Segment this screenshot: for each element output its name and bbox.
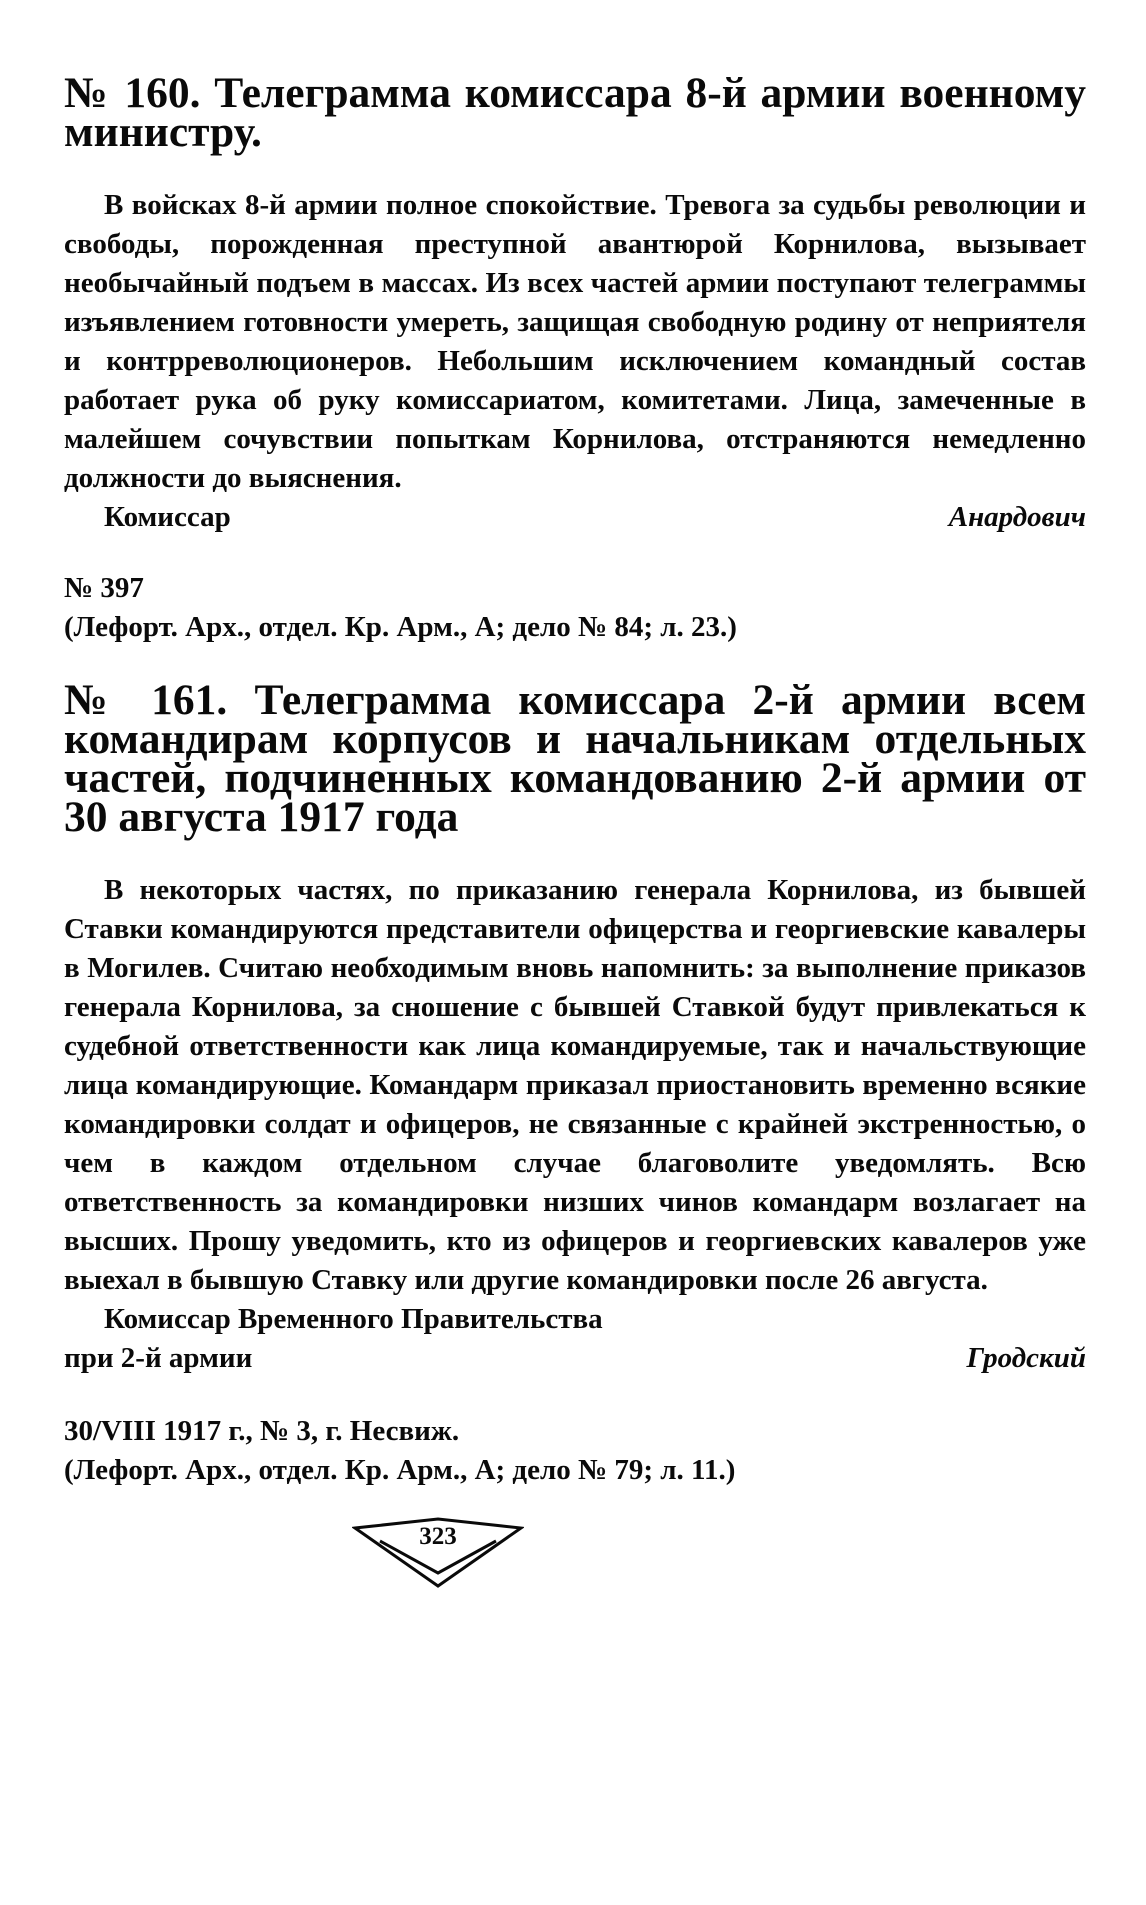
down-arrow-ornament-icon [352, 1516, 524, 1590]
doc-161-signature-row [64, 1339, 1086, 1378]
doc-161-title: № 161. Телеграмма комиссара 2-й армии всем командирам корпусов и начальникам отдельных частей, подчиненных командованию 2-й армии от 30 августа 1917 года [64, 676, 1086, 841]
doc-160-number-ref: № 397 [64, 572, 144, 604]
doc-160-signature-name: Анардович [948, 501, 1086, 533]
doc-161-archive-ref: (Лефорт. Арх., отдел. Кр. Арм., А; дело № 79; л. 11.) [64, 1454, 736, 1486]
doc-161-signature-line1: Комиссар Временного Правительства [104, 1303, 603, 1335]
doc-160-signature-role: Комиссар [104, 501, 231, 533]
doc-160-signature-row [64, 498, 1086, 537]
doc-160-body: В войсках 8-й армии полное спокойствие. Тревога за судьбы революции и свободы, порожденная преступной авантюрой Корнилова, вызывает необычайный подъем в массах. Из всех частей армии поступают телеграммы изъявлением готовности умереть, защищая свободную родину от неприятеля и контрреволюционеров. Небольшим исключением командный состав работает рука об руку комиссариатом, комитетами. Лица, замеченные в малейшем сочувствии попыткам Корнилова, отстраняются немедленно должности до выяснения. [64, 189, 1086, 494]
doc-160-title: № 160. Телеграмма комиссара 8-й армии военному министру. [64, 69, 1086, 156]
page-number: 323 [419, 1523, 457, 1550]
doc-161-date-ref: 30/VIII 1917 г., № 3, г. Несвиж. [64, 1415, 460, 1447]
doc-161-references [64, 1412, 1086, 1490]
document-161 [64, 676, 1086, 1490]
doc-161-signature-line2: при 2-й армии [64, 1342, 253, 1374]
doc-161-signature-name: Гродский [966, 1342, 1086, 1374]
page-number-ornament [352, 1516, 524, 1590]
doc-161-body: В некоторых частях, по приказанию генерала Корнилова, из бывшей Ставки командируются представители офицерства и георгиевские кавалеры в Могилев. Считаю необходимым вновь напомнить: за выполнение приказов генерала Корнилова, за сношение с бывшей Ставкой будут привлекаться к судебной ответственности как лица командируемые, так и начальствующие лица командирующие. Командарм приказал приостановить временно всякие командировки солдат и офицеров, не связанные с крайней экстренностью, о чем в каждом отдельном случае благоволите уведомлять. Всю ответственность за командировки низших чинов командарм возлагает на высших. Прошу уведомить, кто из офицеров и георгиевских кавалеров уже выехал в бывшую Ставку или другие командировки после 26 августа. [64, 874, 1086, 1296]
doc-160-archive-ref: (Лефорт. Арх., отдел. Кр. Арм., А; дело № 84; л. 23.) [64, 611, 737, 643]
doc-160-references [64, 569, 1086, 647]
document-160 [64, 69, 1086, 647]
